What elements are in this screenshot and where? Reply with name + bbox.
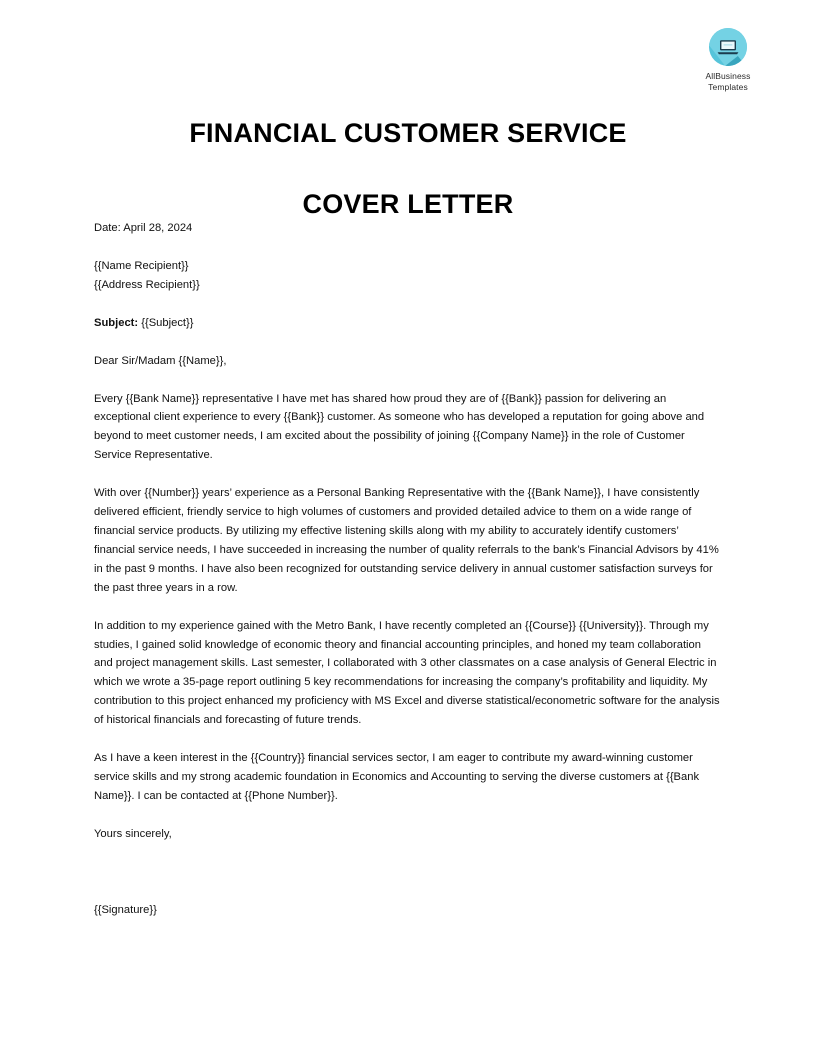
brand-logo (668, 28, 788, 92)
laptop-circle-icon (709, 28, 747, 66)
letter-body (94, 219, 720, 920)
title-line-2: COVER LETTER (302, 189, 514, 220)
page-title (0, 118, 816, 220)
recipient-name: {{Name Recipient}} (94, 259, 189, 272)
letter-date: Date: April 28, 2024 (94, 222, 193, 234)
recipient-address: {{Address Recipient}} (94, 278, 200, 291)
body-paragraph-1: Every {{Bank Name}} representative I have met has shared how proud they are of {{Bank}} passion for delivering an exceptional client experience to every {{Bank}} customer. As someone who has developed a reputation for going above and beyond to meet customer needs, I am excited about the possibility of joining {{Company Name}} in the role of Customer Service Representative. (94, 392, 705, 462)
brand-name-line1: AllBusiness (705, 71, 751, 81)
body-paragraph-2: With over {{Number}} years’ experience as a Personal Banking Representative with the {{Bank Name}}, I have consistently delivered efficient, friendly service to high volumes of customers and provided detailed advice to them on a wide range of financial service products. By utilizing my effective listening skills along with my ability to accurately identify customers’ financial service needs, I have succeeded in increasing the number of quality referrals to the bank’s Financial Advisors by 41% in the past 9 months. I have also been recognized for outstanding service delivery in annual customer satisfaction surveys for the past three years in a row. (94, 487, 719, 594)
closing: Yours sincerely, (94, 827, 172, 840)
title-line-1: FINANCIAL CUSTOMER SERVICE (189, 118, 627, 148)
subject-line (94, 314, 720, 333)
brand-name-line2: Templates (708, 81, 748, 92)
salutation: Dear Sir/Madam {{Name}}, (94, 354, 227, 367)
body-paragraph-3: In addition to my experience gained with the Metro Bank, I have recently completed an {{Course}} {{University}}. Through my studies, I gained solid knowledge of economic theory and financial accounting principles, and honed my team collaboration and project management skills. Last semester, I collaborated with 3 other classmates on a case analysis of General Electric in which we wrote a 35-page report outlining 5 key recommendations for increasing the company’s profitability and liquidity. My contribution to this project enhanced my proficiency with MS Excel and diverse statistical/econometric software for the analysis of historical financials and forecasting of future trends. (94, 619, 720, 727)
laptop-icon (709, 28, 747, 66)
subject-label: Subject: (94, 316, 139, 329)
subject-value: {{Subject}} (138, 316, 194, 329)
body-paragraph-4: As I have a keen interest in the {{Country}} financial services sector, I am eager to contribute my award-winning customer service skills and my strong academic foundation in Economics and Accounting to serving the diverse customers at {{Bank Name}}. I can be contacted at {{Phone Number}}. (94, 752, 700, 802)
signature-placeholder: {{Signature}} (94, 903, 157, 916)
